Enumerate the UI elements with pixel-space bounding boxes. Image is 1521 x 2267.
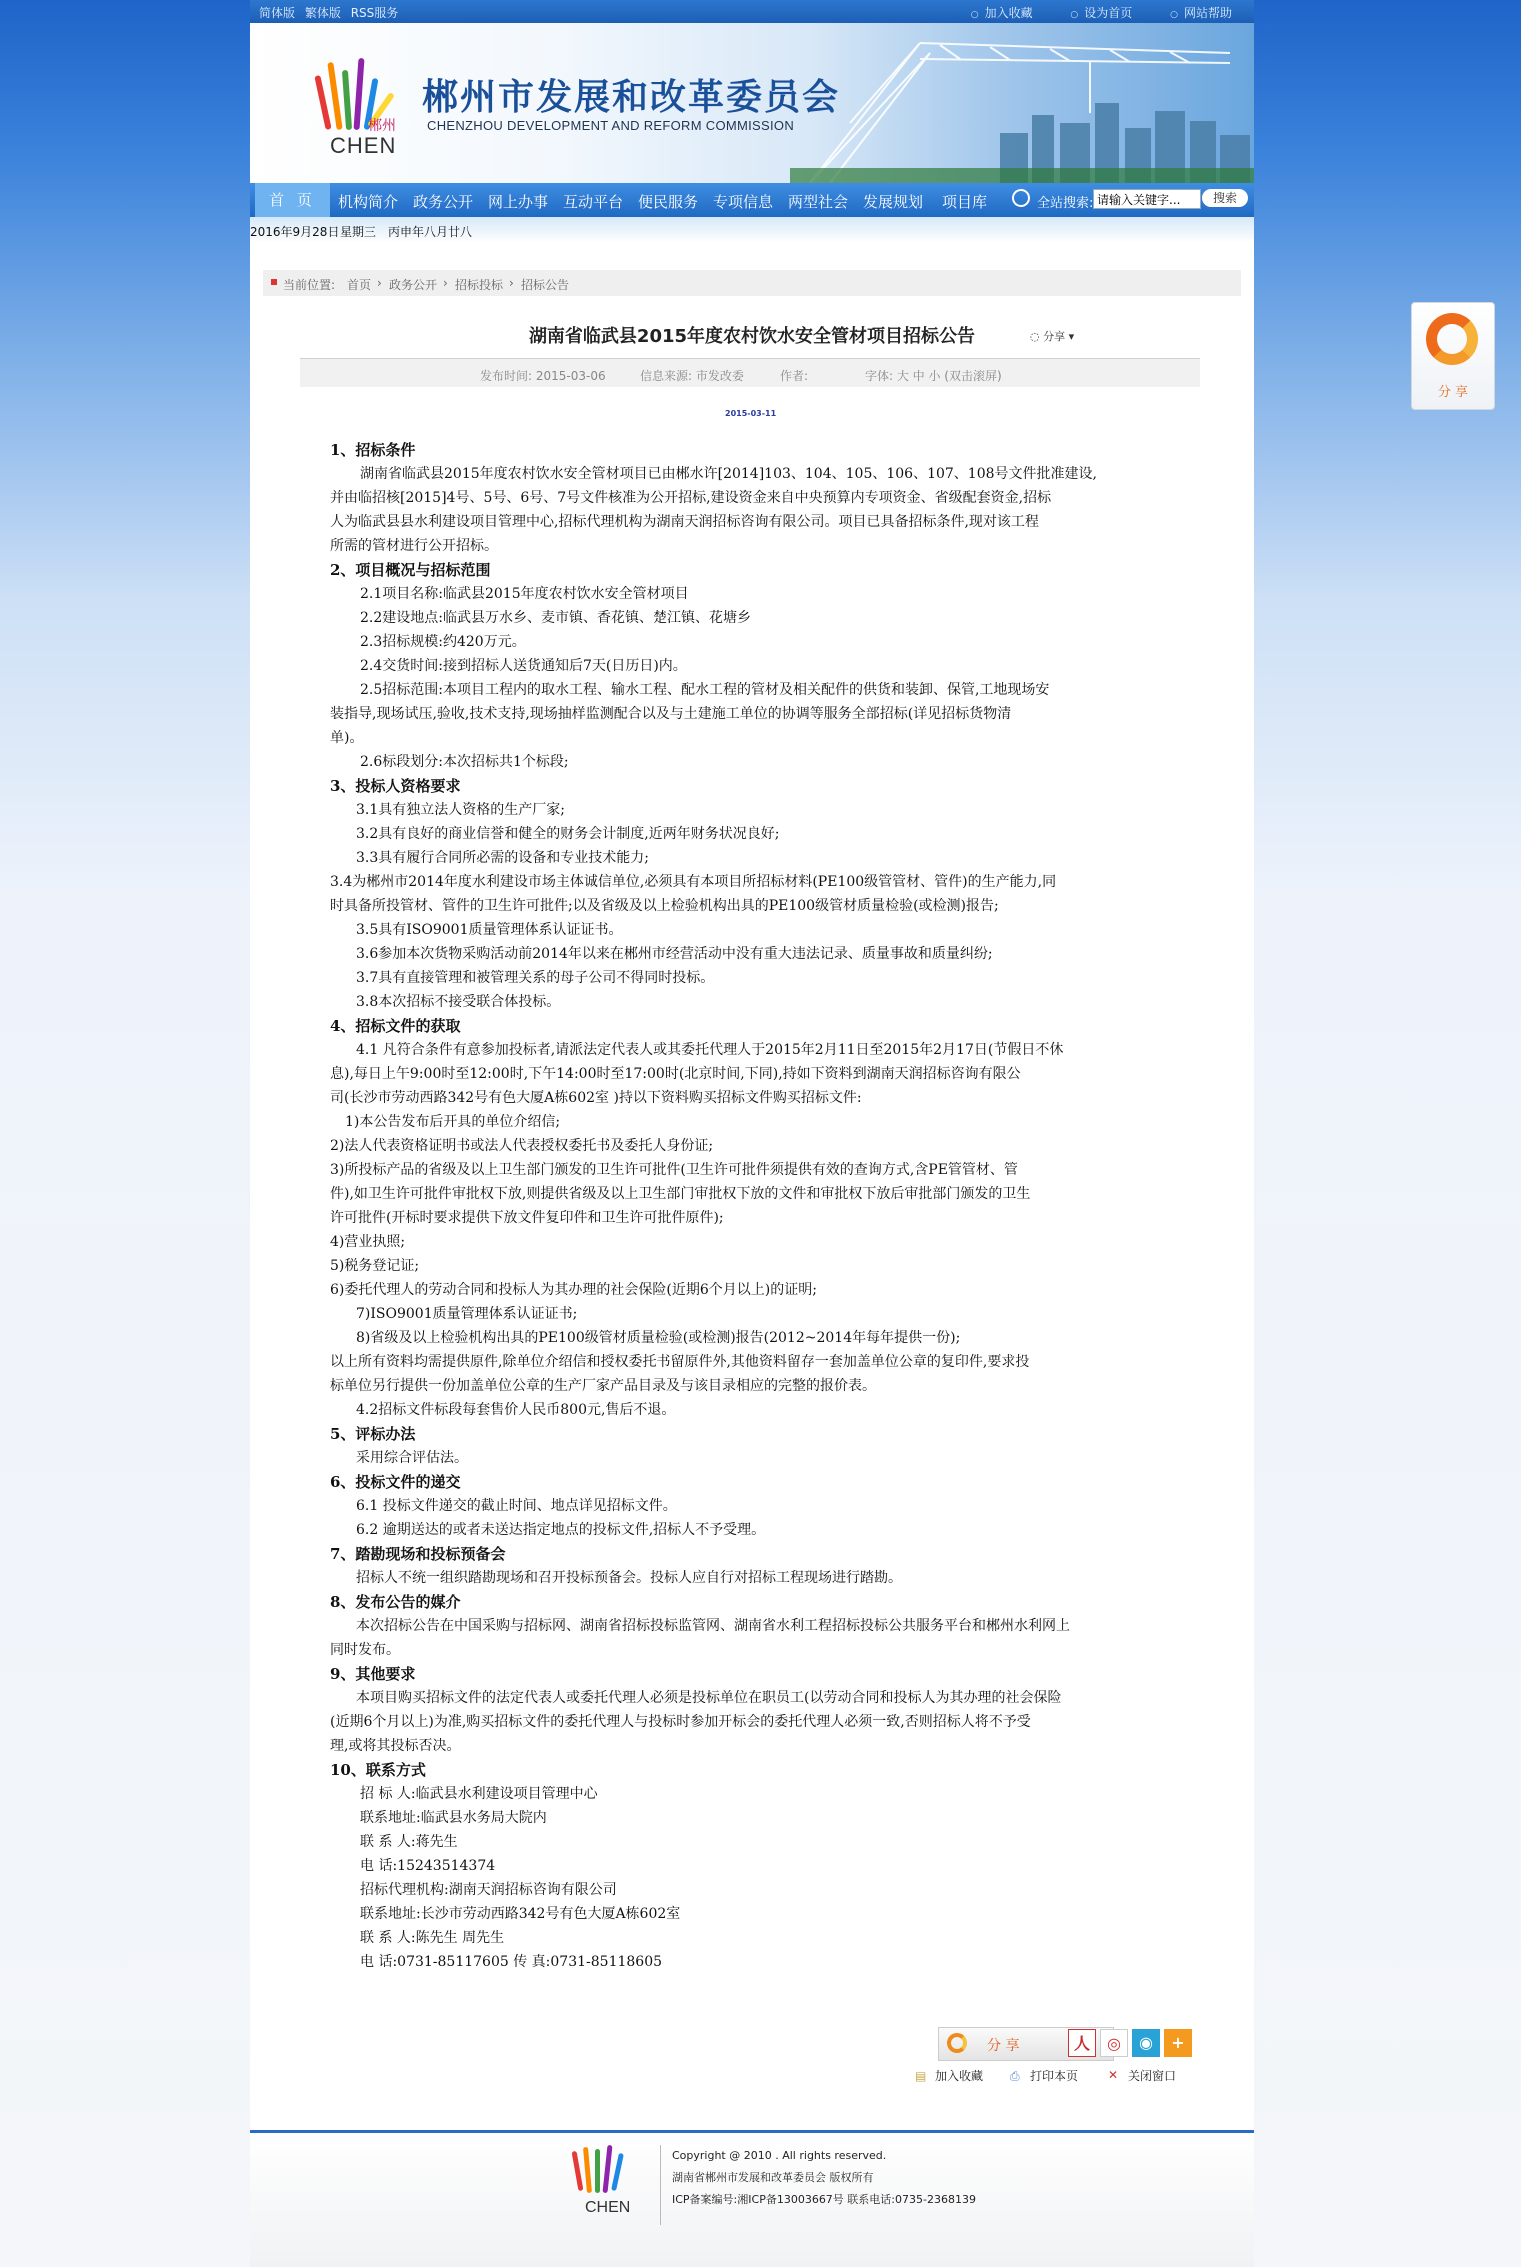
- search-icon: [1012, 189, 1030, 207]
- breadcrumb-item-gov-affairs[interactable]: 政务公开: [389, 278, 438, 292]
- paragraph-line: 3.4为郴州市2014年度水利建设市场主体诚信单位,必须具有本项目所招标材料(PE100级管管材、管件)的生产能力,同: [330, 874, 1057, 890]
- floating-share-widget[interactable]: [1411, 302, 1495, 410]
- paragraph-line: 3.3具有履行合同所必需的设备和专业技术能力;: [356, 850, 649, 866]
- article-meta: [300, 358, 1200, 387]
- share-weibo-icon[interactable]: ◎: [1100, 2029, 1128, 2057]
- action-add-favorite[interactable]: 加入收藏: [935, 2069, 984, 2083]
- section-heading: 4、招标文件的获取: [330, 1017, 461, 1035]
- section-heading: 7、踏勘现场和投标预备会: [330, 1545, 506, 1563]
- nav-item-two-type-society[interactable]: 两型社会: [788, 193, 849, 211]
- share-more-icon[interactable]: +: [1164, 2029, 1192, 2057]
- link-rss[interactable]: RSS服务: [350, 6, 399, 20]
- nav-item-gov-affairs[interactable]: 政务公开: [413, 193, 474, 211]
- paragraph-line: 2.1项目名称:临武县2015年度农村饮水安全管材项目: [360, 586, 689, 602]
- paragraph-line: 7)ISO9001质量管理体系认证证书;: [356, 1306, 578, 1322]
- paragraph-line: 本次招标公告在中国采购与招标网、湖南省招标投标监管网、湖南省水利工程招标投标公共服务平台和郴州水利网上: [356, 1618, 1070, 1634]
- article-title: 湖南省临武县2015年度农村饮水安全管材项目招标公告: [528, 326, 976, 347]
- share-toolbar-label: 分 享: [987, 2038, 1020, 2054]
- breadcrumb-item-bid-notice[interactable]: 招标公告: [521, 278, 570, 292]
- share-logo-icon: [1426, 313, 1478, 365]
- top-right-links: [937, 4, 1232, 21]
- paragraph-line: 所需的管材进行公开招标。: [330, 538, 498, 554]
- paragraph-line: 联系地址:长沙市劳动西路342号有色大厦A栋602室: [360, 1906, 681, 1922]
- paragraph-line: 3)所投标产品的省级及以上卫生部门颁发的卫生许可批件(卫生许可批件须提供有效的查询方式,含PE管管材、管: [330, 1162, 1018, 1178]
- footer-icp: ICP备案编号:湘ICP备13003667号 联系电话:0735-2368139: [672, 2193, 976, 2206]
- search-button[interactable]: 搜索: [1202, 189, 1248, 207]
- crane-skyline-graphic: [790, 23, 1254, 183]
- paragraph-line: 4.2招标文件标段每套售价人民币800元,售后不退。: [356, 1402, 676, 1418]
- lunar-date: 丙申年八月廿八: [388, 225, 473, 239]
- share-icon: ◌: [1030, 330, 1040, 343]
- paragraph-line: 许可批件(开标时要求提供下放文件复印件和卫生许可批件原件);: [330, 1210, 724, 1226]
- paragraph-line: 3.5具有ISO9001质量管理体系认证证书。: [356, 922, 623, 938]
- paragraph-line: 招标代理机构:湖南天润招标咨询有限公司: [360, 1882, 617, 1898]
- paragraph-line: 时具备所投管材、管件的卫生许可批件;以及省级及以上检验机构出具的PE100级管材质量检验(或检测)报告;: [330, 898, 999, 914]
- favorite-icon: ▤: [915, 2069, 927, 2083]
- paragraph-line: 2.4交货时间:接到招标人送货通知后7天(日历日)内。: [360, 658, 687, 674]
- nav-item-about[interactable]: 机构简介: [338, 193, 399, 211]
- site-subtitle: CHENZHOU DEVELOPMENT AND REFORM COMMISSION: [427, 118, 795, 133]
- nav-item-public-services[interactable]: 便民服务: [638, 193, 699, 211]
- floating-share-label: 分 享: [1437, 385, 1469, 400]
- share-tencent-icon[interactable]: ◉: [1132, 2029, 1160, 2057]
- paragraph-line: 司(长沙市劳动西路342号有色大厦A栋602室 )持以下资料购买招标文件购买招标文件:: [330, 1090, 862, 1106]
- section-heading: 3、投标人资格要求: [330, 777, 461, 795]
- meta-font-size[interactable]: 字体: 大 中 小 (双击滚屏): [865, 369, 1002, 383]
- link-traditional[interactable]: 繁体版: [304, 6, 341, 20]
- paragraph-line: 6)委托代理人的劳动合同和投标人为其办理的社会保险(近期6个月以上)的证明;: [330, 1282, 817, 1298]
- paragraph-line: 2.3招标规模:约420万元。: [360, 634, 526, 650]
- paragraph-line: 湖南省临武县2015年度农村饮水安全管材项目已由郴水许[2014]103、104、105、106、107、108号文件批准建设,: [360, 466, 1097, 482]
- breadcrumb-item-home[interactable]: 首页: [347, 278, 372, 292]
- footer-text: [672, 2145, 976, 2211]
- section-heading: 9、其他要求: [330, 1665, 416, 1683]
- section-heading: 5、评标办法: [330, 1425, 416, 1443]
- paragraph-line: 理,或将其投标否决。: [330, 1738, 461, 1754]
- article-body: [330, 438, 1175, 1974]
- paragraph-line: 4)营业执照;: [330, 1234, 406, 1250]
- paragraph-line: 件),如卫生许可批件审批权下放,则提供省级及以上卫生部门审批权下放的文件和审批权下放后审批部门颁发的卫生: [330, 1186, 1031, 1202]
- site-title: 郴州市发展和改革委员会: [422, 77, 841, 118]
- link-simplified[interactable]: 简体版: [259, 6, 296, 20]
- section-heading: 8、发布公告的媒介: [330, 1593, 461, 1611]
- paragraph-line: 3.8本次招标不接受联合体投标。: [356, 994, 561, 1010]
- paragraph-line: 并由临招核[2015]4号、5号、6号、7号文件核准为公开招标,建设资金来自中央预算内专项资金、省级配套资金,招标: [330, 490, 1052, 506]
- search-label: 全站搜索:: [1037, 196, 1094, 211]
- nav-item-online-services[interactable]: 网上办事: [488, 193, 549, 211]
- paragraph-line: 4.1 凡符合条件有意参加投标者,请派法定代表人或其委托代理人于2015年2月11日至2015年2月17日(节假日不休: [356, 1042, 1064, 1058]
- footer-copyright: Copyright @ 2010 . All rights reserved.: [672, 2149, 887, 2162]
- date-bar: [250, 217, 1254, 243]
- breadcrumb: [263, 270, 1241, 296]
- breadcrumb-sep-icon: ›: [443, 276, 448, 290]
- paragraph-line: 以上所有资料均需提供原件,除单位介绍信和授权委托书留原件外,其他资料留存一套加盖单位公章的复印件,要求投: [330, 1354, 1030, 1370]
- paragraph-line: 6.2 逾期送达的或者未送达指定地点的投标文件,招标人不予受理。: [356, 1522, 766, 1538]
- footer-logo-text: CHEN: [585, 2199, 631, 2216]
- breadcrumb-bullet-icon: [271, 279, 277, 285]
- paragraph-line: 同时发布。: [330, 1642, 400, 1658]
- paragraph-line: (近期6个月以上)为准,购买招标文件的委托代理人与投标时参加开标会的委托代理人必须一致,否则招标人将不予受: [330, 1714, 1031, 1730]
- paragraph-line: 8)省级及以上检验机构出具的PE100级管材质量检验(或检测)报告(2012~2014年每年提供一份);: [356, 1330, 961, 1346]
- page: [250, 0, 1254, 2267]
- article-share[interactable]: [1030, 328, 1074, 344]
- breadcrumb-sep-icon: ›: [377, 276, 382, 290]
- section-heading: 1、招标条件: [330, 441, 416, 459]
- action-close-window[interactable]: 关闭窗口: [1128, 2069, 1177, 2083]
- meta-publish-time: 发布时间: 2015-03-06: [480, 369, 606, 383]
- top-left-links: [259, 4, 404, 21]
- breadcrumb-sep-icon: ›: [509, 276, 514, 290]
- main-nav: [250, 183, 1254, 217]
- paragraph-line: 5)税务登记证;: [330, 1258, 420, 1274]
- share-logo-icon: [947, 2033, 967, 2053]
- meta-source: 信息来源: 市发改委: [640, 369, 744, 383]
- footer-separator: [660, 2145, 661, 2225]
- article-share-label: 分享: [1043, 330, 1066, 343]
- header-banner: [250, 23, 1254, 183]
- top-bar: [250, 0, 1254, 23]
- nav-item-project-library[interactable]: 项目库: [942, 193, 988, 211]
- action-print[interactable]: 打印本页: [1030, 2069, 1079, 2083]
- paragraph-line: 联系地址:临武县水务局大院内: [360, 1810, 547, 1826]
- nav-item-interaction[interactable]: 互动平台: [563, 193, 624, 211]
- share-renmin-icon[interactable]: 人: [1068, 2029, 1096, 2057]
- section-heading: 6、投标文件的递交: [330, 1473, 461, 1491]
- footer-logo: [555, 2143, 645, 2233]
- link-set-homepage[interactable]: ○ 设为首页: [1070, 6, 1132, 20]
- paragraph-line: 3.7具有直接管理和被管理关系的母子公司不得同时投标。: [356, 970, 715, 986]
- nav-item-special-info[interactable]: 专项信息: [713, 193, 774, 211]
- paragraph-line: 本项目购买招标文件的法定代表人或委托代理人必须是投标单位在职员工(以劳动合同和投标人为其办理的社会保险: [356, 1690, 1062, 1706]
- site-logo[interactable]: [290, 45, 400, 158]
- nav-home[interactable]: 首 页: [255, 183, 330, 217]
- paragraph-line: 采用综合评估法。: [356, 1450, 468, 1466]
- section-heading: 2、项目概况与招标范围: [330, 561, 491, 579]
- logo-en: CHEN: [330, 133, 397, 158]
- paragraph-line: 2.2建设地点:临武县万水乡、麦市镇、香花镇、楚江镇、花塘乡: [360, 610, 751, 626]
- section-heading: 10、联系方式: [330, 1761, 426, 1779]
- paragraph-line: 6.1 投标文件递交的截止时间、地点详见招标文件。: [356, 1498, 677, 1514]
- article-small-date: 2015-03-11: [725, 409, 777, 418]
- link-add-favorite[interactable]: ○ 加入收藏: [971, 6, 1033, 20]
- breadcrumb-label: 当前位置:: [283, 278, 336, 292]
- paragraph-line: 3.6参加本次货物采购活动前2014年以来在郴州市经营活动中没有重大违法记录、质量事故和质量纠纷;: [356, 946, 993, 962]
- link-site-help[interactable]: ○ 网站帮助: [1170, 6, 1232, 20]
- paragraph-line: 单)。: [330, 730, 364, 746]
- paragraph-line: 1)本公告发布后开具的单位介绍信;: [345, 1114, 561, 1130]
- paragraph-line: 电 话:15243514374: [360, 1858, 496, 1874]
- close-icon: ✕: [1108, 2068, 1119, 2082]
- print-icon: ⎙: [1010, 2069, 1020, 2083]
- current-weekday: 星期三: [340, 225, 377, 239]
- footer-owner: 湖南省郴州市发展和改革委员会 版权所有: [672, 2171, 874, 2184]
- paragraph-line: 联 系 人:蒋先生: [360, 1834, 458, 1850]
- paragraph-line: 装指导,现场试压,验收,技术支持,现场抽样监测配合以及与土建施工单位的协调等服务全部招标(详见招标货物清: [330, 706, 1012, 722]
- paragraph-line: 招标人不统一组织踏勘现场和召开投标预备会。投标人应自行对招标工程现场进行踏勘。: [356, 1570, 902, 1586]
- paragraph-line: 3.2具有良好的商业信誉和健全的财务会计制度,近两年财务状况良好;: [356, 826, 780, 842]
- footer: [250, 2133, 1254, 2267]
- paragraph-line: 电 话:0731-85117605 传 真:0731-85118605: [360, 1954, 663, 1970]
- paragraph-line: 招 标 人:临武县水利建设项目管理中心: [360, 1786, 598, 1802]
- paragraph-line: 2)法人代表资格证明书或法人代表授权委托书及委托人身份证;: [330, 1138, 714, 1154]
- paragraph-line: 标单位另行提供一份加盖单位公章的生产厂家产品目录及与该目录相应的完整的报价表。: [330, 1378, 876, 1394]
- paragraph-line: 联 系 人:陈先生 周先生: [360, 1930, 505, 1946]
- chevron-down-icon: ▾: [1068, 330, 1075, 343]
- nav-item-planning[interactable]: 发展规划: [863, 193, 924, 211]
- paragraph-line: 2.5招标范围:本项目工程内的取水工程、输水工程、配水工程的管材及相关配件的供货和装卸、保管,工地现场安: [360, 682, 1050, 698]
- logo-cn: 郴州: [368, 118, 396, 134]
- search-input[interactable]: [1093, 189, 1201, 209]
- current-date: 2016年9月28日: [250, 225, 340, 239]
- paragraph-line: 人为临武县县水利建设项目管理中心,招标代理机构为湖南天润招标咨询有限公司。项目已具备招标条件,现对该工程: [330, 514, 1039, 530]
- paragraph-line: 3.1具有独立法人资格的生产厂家;: [356, 802, 565, 818]
- meta-author: 作者:: [780, 369, 809, 383]
- paragraph-line: 2.6标段划分:本次招标共1个标段;: [360, 754, 569, 770]
- paragraph-line: 息),每日上午9:00时至12:00时,下午14:00时至17:00时(北京时间,下同),持如下资料到湖南天润招标咨询有限公: [330, 1066, 1021, 1082]
- breadcrumb-item-bidding[interactable]: 招标投标: [455, 278, 504, 292]
